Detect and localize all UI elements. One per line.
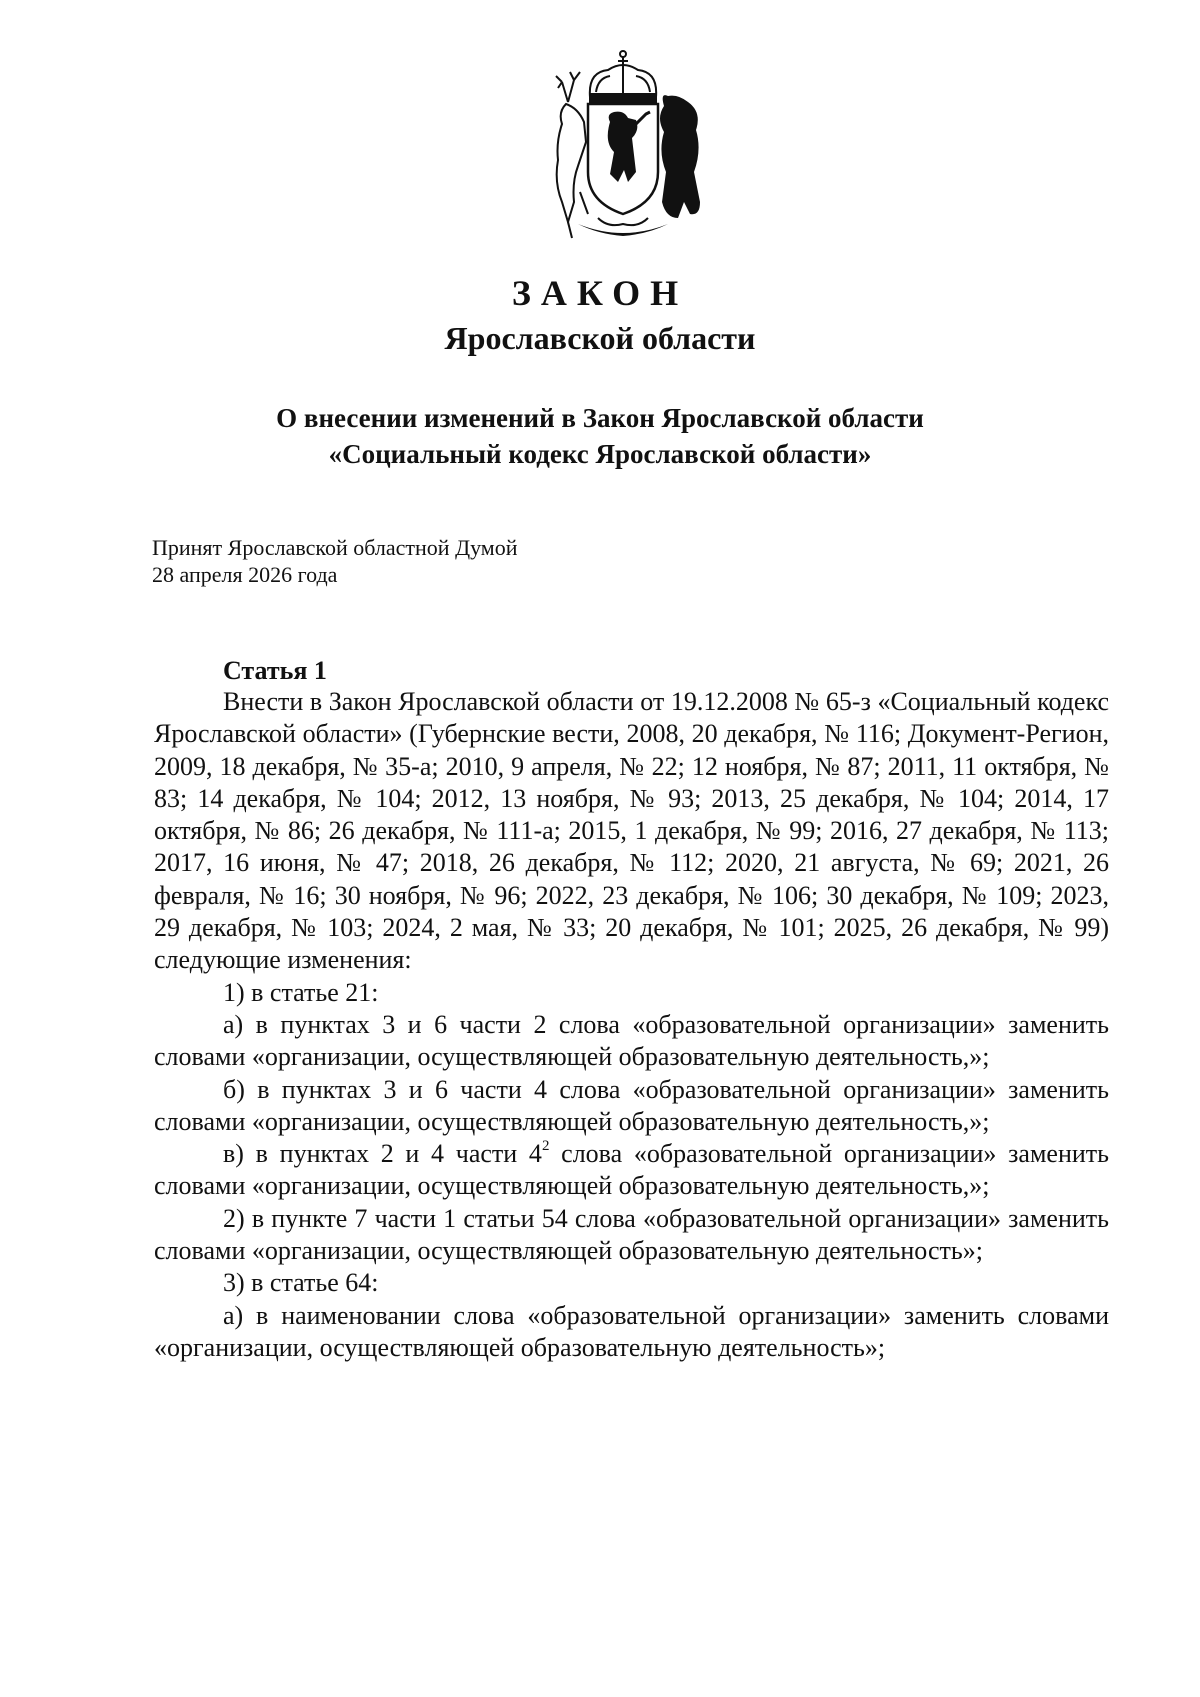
coat-of-arms-icon xyxy=(528,42,718,242)
paragraph-item-2: 2) в пункте 7 части 1 статьи 54 слова «образовательной организации» заменить словами «организации, осуществляющей образовательную деятельность»; xyxy=(154,1203,1109,1266)
paragraph-item-3: 3) в статье 64: xyxy=(223,1268,379,1298)
law-title-line-1: О внесении изменений в Закон Ярославской области xyxy=(276,403,924,433)
law-title-line-2: «Социальный кодекс Ярославской области» xyxy=(328,439,872,469)
law-heading: ЗАКОН xyxy=(511,273,689,313)
paragraph-item-1b: б) в пунктах 3 и 6 части 4 слова «образовательной организации» заменить словами «организации, осуществляющей образовательную деятельность,»; xyxy=(154,1074,1109,1136)
region-name: Ярославской области xyxy=(444,320,756,356)
adoption-info xyxy=(152,534,518,588)
paragraph-item-3a: а) в наименовании слова «образовательной организации» заменить словами «организации, осуществляющей образовательную деятельность»; xyxy=(154,1300,1109,1362)
paragraph-item-1a: а) в пунктах 3 и 6 части 2 слова «образовательной организации» заменить словами «организации, осуществляющей образовательную деятельность,»; xyxy=(154,1009,1109,1072)
paragraph-item-1v xyxy=(154,1138,1109,1203)
paragraph-item-1v-start: в) в пунктах 2 и 4 части 4 xyxy=(223,1139,542,1169)
superscript: 2 xyxy=(541,1138,550,1155)
paragraph-item-1: 1) в статье 21: xyxy=(223,977,379,1007)
paragraph-item-1v-end: слова «образовательной организации» заменить словами «организации, осуществляющей образовательную деятельность,»; xyxy=(154,1139,1109,1201)
adoption-date: 28 апреля 2026 года xyxy=(152,562,338,587)
article-body xyxy=(154,686,1109,1364)
law-title xyxy=(0,400,1200,472)
paragraph-intro: Внести в Закон Ярославской области от 19.12.2008 № 65-з «Социальный кодекс Ярославской области» (Губернские вести, 2008, 20 декабря, № 116; Документ-Регион, 2009, 18 декабря, № 35-а; 2010, 9 апреля, № 22; 12 ноября, № 87; 2011, 11 октября, № 83; 14 декабря, № 104; 2012, 13 ноября, № 93; 2013, 25 декабря, № 104; 2014, 17 октября, № 86; 26 декабря, № 111-а; 2015, 1 декабря, № 99; 2016, 27 декабря, № 113; 2017, 16 июня, № 47; 2018, 26 декабря, № 112; 2020, 21 августа, № 69; 2021, 26 февраля, № 16; 30 ноября, № 96; 2022, 23 декабря, № 106; 30 декабря, № 109; 2023, 29 декабря, № 103; 2024, 2 мая, № 33; 20 декабря, № 101; 2025, 26 декабря, № 99) следующие изменения: xyxy=(154,687,1109,975)
adoption-body: Принят Ярославской областной Думой xyxy=(152,535,518,560)
article-heading: Статья 1 xyxy=(223,656,327,685)
